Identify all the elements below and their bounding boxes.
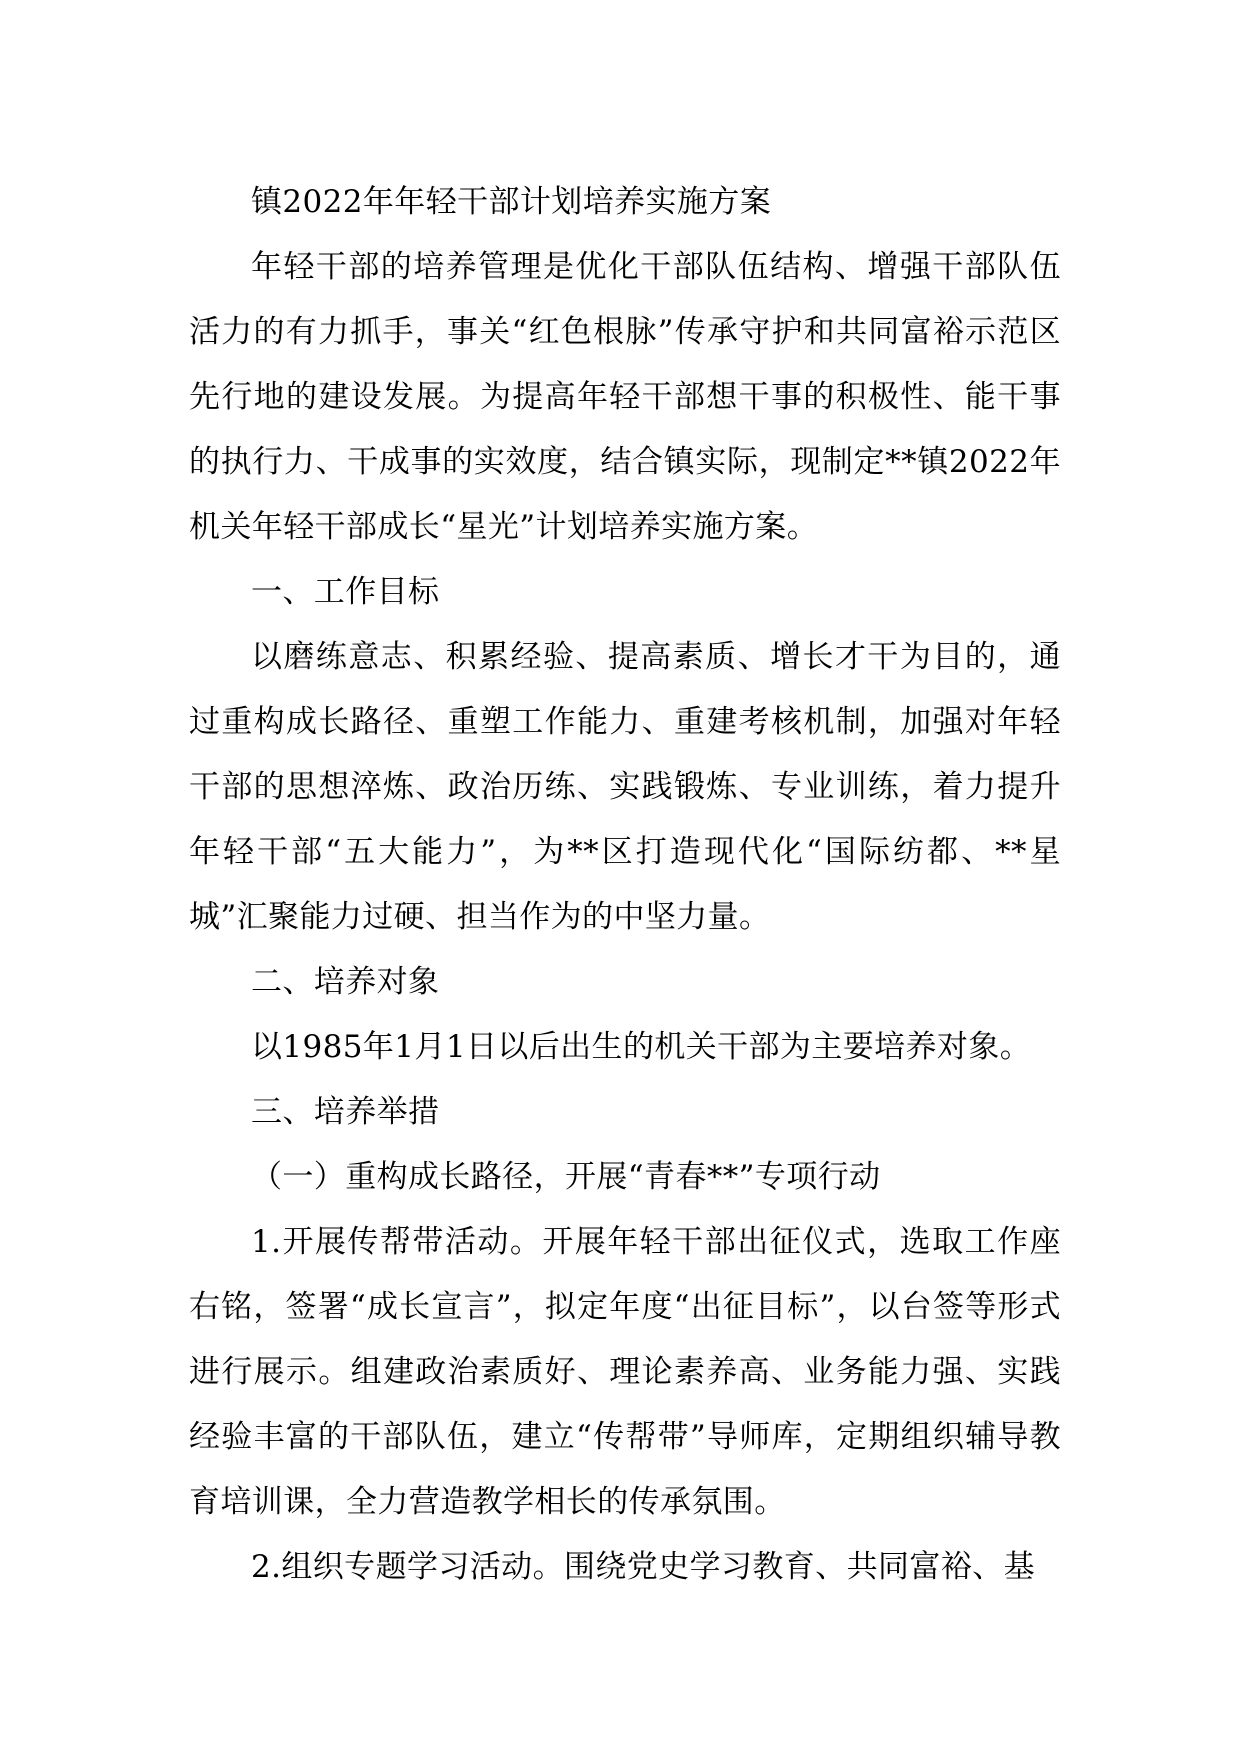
document-body [189,170,1061,1600]
paragraph-measure-2: 2.组织专题学习活动。围绕党史学习教育、共同富裕、基 [251,1549,1035,1585]
document-title: 镇2022年年轻干部计划培养实施方案 [251,184,772,220]
section-heading-targets: 二、培养对象 [251,964,440,1000]
section-heading-goals: 一、工作目标 [251,574,440,610]
paragraph-measure-1: 1.开展传帮带活动。开展年轻干部出征仪式，选取工作座右铭，签署“成长宣言”，拟定年度“出征目标”，以台签等形式进行展示。组建政治素质好、理论素养高、业务能力强、实践经验丰富的干部队伍，建立“传帮带”导师库，定期组织辅导教育培训课，全力营造教学相长的传承氛围。 [189,1224,1061,1520]
subsection-heading-1: （一）重构成长路径，开展“青春**”专项行动 [251,1159,881,1195]
paragraph-intro: 年轻干部的培养管理是优化干部队伍结构、增强干部队伍活力的有力抓手，事关“红色根脉”传承守护和共同富裕示范区先行地的建设发展。为提高年轻干部想干事的积极性、能干事的执行力、干成事的实效度，结合镇实际，现制定**镇2022年机关年轻干部成长“星光”计划培养实施方案。 [189,249,1061,545]
section-heading-measures: 三、培养举措 [251,1094,440,1130]
paragraph-targets: 以1985年1月1日以后出生的机关干部为主要培养对象。 [251,1029,1032,1065]
paragraph-goals: 以磨练意志、积累经验、提高素质、增长才干为目的，通过重构成长路径、重塑工作能力、重建考核机制，加强对年轻干部的思想淬炼、政治历练、实践锻炼、专业训练，着力提升年轻干部“五大能力”，为**区打造现代化“国际纺都、**星城”汇聚能力过硬、担当作为的中坚力量。 [189,639,1061,935]
